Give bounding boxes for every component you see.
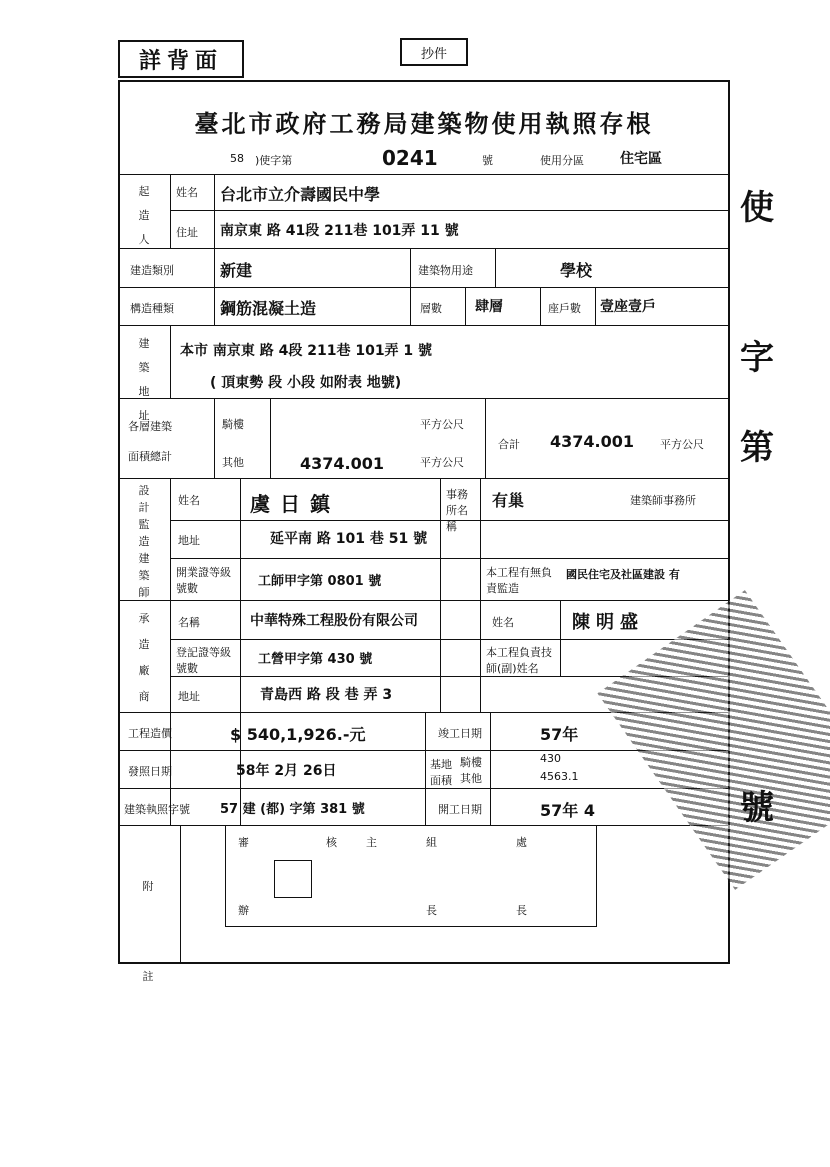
base-arcade-value: 430 (540, 752, 561, 765)
stamp-text-6: 辦 (238, 904, 249, 917)
seal (274, 860, 312, 898)
contractor-person-label: 姓名 (492, 616, 514, 629)
other-value: 4374.001 (300, 454, 385, 473)
zone-value: 住宅區 (620, 151, 662, 167)
contractor-person: 陳明盛 (572, 612, 644, 633)
total-value: 4374.001 (550, 432, 635, 451)
tech-label: 本工程負責技師(副)姓名 (486, 646, 552, 675)
office-suffix: 建築師事務所 (630, 494, 696, 507)
floors-value: 肆層 (475, 299, 503, 315)
cost-value: $ 540,1,926.-元 (230, 725, 366, 744)
side-note-1: 使 (740, 188, 774, 228)
detail-label: 詳背面 (118, 40, 244, 78)
form-title: 臺北市政府工務局建築物使用執照存根 (194, 109, 654, 138)
permit-form (118, 80, 730, 983)
license-label: 開業證等級號數 (176, 566, 231, 595)
done-value: 57年 (540, 725, 579, 744)
designer-address-label: 地址 (178, 534, 200, 547)
use-value: 學校 (560, 261, 593, 280)
site-line2: ( 頂東勢 段 小段 如附表 地號) (210, 375, 402, 391)
stamp-text-5: 處 (516, 836, 527, 849)
stamp-text-4: 組 (426, 836, 437, 849)
type-label: 建造類別 (130, 264, 174, 277)
done-label: 竣工日期 (438, 727, 482, 740)
designer-section-label: 設計監造建築師 (138, 484, 150, 599)
prefix-label: )使字第 (255, 154, 293, 167)
stamp-text-1: 審 (238, 836, 249, 849)
permit-label: 建築執照字號 (124, 803, 190, 816)
stamp-text-7: 長 (426, 904, 437, 917)
base-other-label: 其他 (460, 772, 482, 785)
households-value: 壹座壹戶 (600, 299, 656, 315)
applicant-address-label: 住址 (176, 226, 198, 239)
area-unit-2: 平方公尺 (420, 456, 464, 469)
designer-name-label: 姓名 (178, 494, 200, 507)
office-label: 事務所名稱 (446, 488, 468, 533)
supervisor-value: 國民住宅及社區建設 有 (566, 568, 680, 581)
structure-label: 構造種類 (130, 302, 174, 315)
total-unit: 平方公尺 (660, 438, 704, 451)
stamp-text-2: 核 (326, 836, 337, 849)
remarks-label: 附註 (142, 880, 154, 983)
issue-label: 發照日期 (128, 765, 172, 778)
designer-name: 虞日鎮 (250, 492, 340, 516)
approval-stamp-box (225, 825, 597, 927)
zone-label: 使用分區 (540, 154, 584, 167)
year: 58 (230, 152, 244, 165)
start-label: 開工日期 (438, 803, 482, 816)
reg-label: 登記證等級號數 (176, 646, 231, 675)
applicant-name-label: 姓名 (176, 186, 198, 199)
permit-value: 57 建 (都) 字第 381 號 (220, 802, 365, 817)
designer-address: 延平南 路 101 巷 51 號 (270, 531, 428, 547)
issue-value: 58年 2月 26日 (236, 763, 337, 779)
area-label-2: 面積總計 (128, 450, 172, 463)
copy-stamp: 抄件 (400, 38, 468, 66)
floors-label: 層數 (420, 302, 442, 315)
start-value: 57年 4 (540, 801, 595, 820)
area-unit-1: 平方公尺 (420, 418, 464, 431)
permit-number: 0241 (382, 146, 438, 170)
number-suffix: 號 (482, 154, 493, 167)
arcade-label: 騎樓 (222, 418, 244, 431)
supervisor-label: 本工程有無負責監造 (486, 566, 552, 595)
use-label: 建築物用途 (418, 264, 473, 277)
applicant-address: 南京東 路 41段 211巷 101弄 11 號 (220, 223, 459, 239)
stamp-text-8: 長 (516, 904, 527, 917)
households-label: 座戶數 (548, 302, 581, 315)
site-label: 建築地址 (138, 337, 150, 422)
contractor-section-label: 承造廠商 (138, 612, 150, 703)
base-arcade-label: 騎樓 (460, 756, 482, 769)
other-label: 其他 (222, 456, 244, 469)
reg-value: 工營甲字第 430 號 (258, 652, 373, 667)
contractor-name: 中華特殊工程股份有限公司 (250, 613, 418, 629)
applicant-name: 台北市立介壽國民中學 (220, 185, 381, 204)
base-label: 基地面積 (430, 758, 452, 787)
total-label: 合計 (498, 438, 520, 451)
type-value: 新建 (220, 261, 253, 280)
site-line1: 本市 南京東 路 4段 211巷 101弄 1 號 (180, 343, 433, 359)
structure-value: 鋼筋混凝土造 (220, 299, 317, 318)
stamp-text-3: 主 (366, 836, 377, 849)
area-label-1: 各層建築 (128, 420, 172, 433)
base-other-value: 4563.1 (540, 770, 579, 783)
side-note-3: 第 (740, 428, 774, 468)
cost-label: 工程造價 (128, 727, 172, 740)
office-value: 有巢 (492, 491, 525, 510)
license-value: 工師甲字第 0801 號 (258, 574, 382, 589)
contractor-address-label: 地址 (178, 690, 200, 703)
contractor-name-label: 名稱 (178, 616, 200, 629)
contractor-address: 青島西 路 段 巷 弄 3 (260, 687, 393, 703)
applicant-section-label: 起造人 (138, 185, 150, 246)
side-note-2: 字 (740, 338, 774, 378)
side-note-4: 號 (740, 788, 774, 828)
